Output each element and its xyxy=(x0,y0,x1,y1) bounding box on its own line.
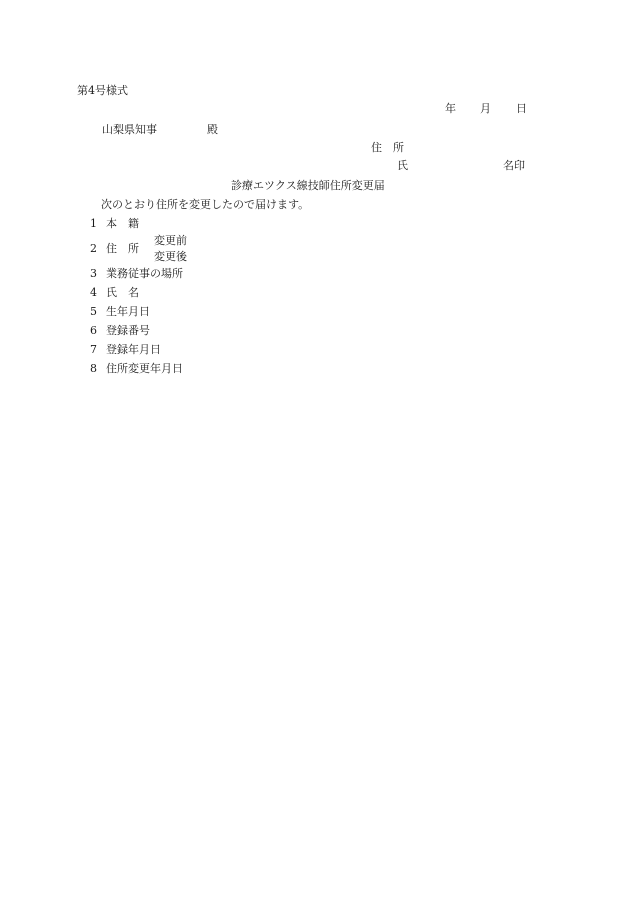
item-number: 2 xyxy=(90,242,97,255)
addressee-title: 山梨県知事 xyxy=(102,123,157,136)
applicant-seal-label: 名印 xyxy=(503,159,525,172)
applicant-address-label: 住 所 xyxy=(371,141,404,154)
date-year: 年 xyxy=(445,102,456,115)
item-number: 4 xyxy=(90,286,97,299)
date-day: 日 xyxy=(516,102,527,115)
item-number: 3 xyxy=(90,267,97,280)
address-after-label: 変更後 xyxy=(154,250,187,263)
item-number: 6 xyxy=(90,324,97,337)
item-label-name: 氏 名 xyxy=(106,286,139,299)
form-number: 第4号様式 xyxy=(77,84,128,97)
applicant-name-label: 氏 xyxy=(397,159,408,172)
item-label-birthdate: 生年月日 xyxy=(106,305,150,318)
item-number: 1 xyxy=(90,217,97,230)
item-label-honseki: 本 籍 xyxy=(106,217,139,230)
item-label-address: 住 所 xyxy=(106,242,139,255)
item-number: 8 xyxy=(90,362,97,375)
date-month: 月 xyxy=(480,102,491,115)
document-title: 診療エツクス線技師住所変更届 xyxy=(231,179,385,192)
intro-text: 次のとおり住所を変更したので届けます。 xyxy=(101,198,310,211)
item-label-workplace: 業務従事の場所 xyxy=(106,267,183,280)
item-number: 7 xyxy=(90,343,97,356)
addressee-honorific: 殿 xyxy=(207,123,218,136)
item-label-registration-number: 登録番号 xyxy=(106,324,150,337)
item-label-address-change-date: 住所変更年月日 xyxy=(106,362,183,375)
item-label-registration-date: 登録年月日 xyxy=(106,343,161,356)
item-number: 5 xyxy=(90,305,97,318)
address-before-label: 変更前 xyxy=(154,234,187,247)
